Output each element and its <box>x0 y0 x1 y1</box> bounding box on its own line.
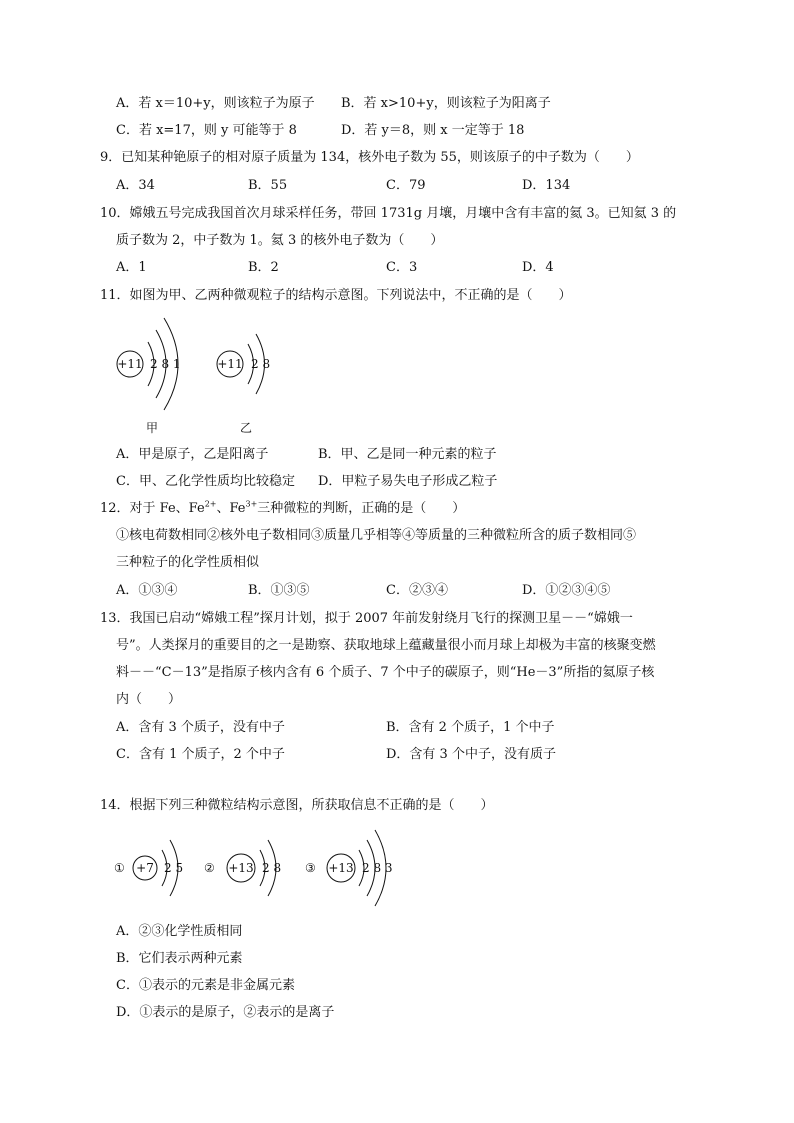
q12-option-c: C．②③④ <box>386 583 448 598</box>
particle-3-electron-shells: 2 8 3 <box>362 861 393 875</box>
particle-3-nucleus-charge: +13 <box>328 861 354 875</box>
jia-atom-diagram <box>117 318 181 435</box>
q13-stem-line2: 号”。人类探月的重要目的之一是勘察、获取地球上蕴藏量很小而月球上却极为丰富的核聚变燃 <box>116 638 656 653</box>
particle-2-electron-shells: 2 8 <box>262 861 282 875</box>
q14-option-b: B．它们表示两种元素 <box>116 951 243 966</box>
q14-option-c: C．①表示的元素是非金属元素 <box>116 978 295 993</box>
q11-option-c: C．甲、乙化学性质均比较稳定 <box>116 474 295 489</box>
yi-label: 乙 <box>240 421 253 435</box>
fe3-charge-superscript: 3+ <box>245 499 258 509</box>
particle-1-diagram <box>114 840 183 896</box>
particle-3-index: ③ <box>305 861 316 875</box>
q14-option-d: D．①表示的是原子，②表示的是离子 <box>116 1005 335 1020</box>
q10-stem-line2: 质子数为 2，中子数为 1。氦 3 的核外电子数为（ ） <box>116 233 444 248</box>
q9-option-c: C．79 <box>386 178 426 193</box>
jia-label: 甲 <box>146 421 159 435</box>
q10-stem-line1: 10．嫦娥五号完成我国首次月球采样任务，带回 1731g 月壤，月壤中含有丰富的氦 3。已知氦 3 的 <box>100 206 677 221</box>
particle-1-electron-shells: 2 5 <box>164 861 184 875</box>
q10-option-d: D．4 <box>522 260 554 275</box>
q9-option-b: B．55 <box>248 178 288 193</box>
q13-option-d: D．含有 3 个中子，没有质子 <box>386 747 556 762</box>
q10-option-c: C．3 <box>386 260 418 275</box>
q10-option-b: B．2 <box>248 260 279 275</box>
q12-statement-line2: 三种粒子的化学性质相似 <box>116 555 260 570</box>
q13-stem-line3: 料－－“C－13”是指原子核内含有 6 个质子、7 个中子的碳原子，则“He－3”所指的氦原子核 <box>116 665 655 680</box>
q12-option-b: B．①③⑤ <box>248 583 310 598</box>
q12-option-a: A．①③④ <box>116 583 178 598</box>
q13-option-a: A．含有 3 个质子，没有中子 <box>116 720 285 735</box>
q8-option-b: B．若 x>10+y，则该粒子为阳离子 <box>341 96 551 111</box>
q11-stem: 11．如图为甲、乙两种微观粒子的结构示意图。下列说法中，不正确的是（ ） <box>100 288 572 303</box>
jia-nucleus-charge: +11 <box>117 357 143 371</box>
q9-stem: 9．已知某种铯原子的相对原子质量为 134，核外电子数为 55，则该原子的中子数为（ ） <box>100 150 639 165</box>
q11-option-b: B．甲、乙是同一种元素的粒子 <box>318 447 497 462</box>
yi-electron-shells: 2 8 <box>251 357 271 371</box>
q14-option-a: A．②③化学性质相同 <box>116 924 243 939</box>
particle-2-index: ② <box>204 861 215 875</box>
q11-option-a: A．甲是原子，乙是阳离子 <box>116 447 269 462</box>
q9-option-d: D．134 <box>522 178 571 193</box>
particle-3-diagram <box>305 830 393 906</box>
q8-option-a: A．若 x＝10+y，则该粒子为原子 <box>116 96 315 111</box>
yi-nucleus-charge: +11 <box>217 357 243 371</box>
q12-statement-line1: ①核电荷数相同②核外电子数相同③质量几乎相等④等质量的三种微粒所含的质子数相同⑤ <box>116 528 637 543</box>
yi-ion-diagram <box>217 334 270 435</box>
q13-option-c: C．含有 1 个质子，2 个中子 <box>116 747 285 762</box>
q8-option-d: D．若 y＝8，则 x 一定等于 18 <box>341 123 525 138</box>
q11-structure-diagram <box>110 312 300 437</box>
particle-2-nucleus-charge: +13 <box>228 861 254 875</box>
fe2-charge-superscript: 2+ <box>204 499 217 509</box>
q13-stem-line4: 内（ ） <box>116 692 182 707</box>
particle-1-index: ① <box>114 861 125 875</box>
q13-option-b: B．含有 2 个质子，1 个中子 <box>386 720 555 735</box>
q8-option-c: C．若 x=17，则 y 可能等于 8 <box>116 123 297 138</box>
q10-option-a: A．1 <box>116 260 147 275</box>
q14-stem: 14．根据下列三种微粒结构示意图，所获取信息不正确的是（ ） <box>100 798 494 813</box>
q12-option-d: D．①②③④⑤ <box>522 583 611 598</box>
q11-option-d: D．甲粒子易失电子形成乙粒子 <box>318 474 498 489</box>
q14-structure-diagram <box>112 828 412 908</box>
q9-option-a: A．34 <box>116 178 155 193</box>
q12-stem: 12．对于 Fe、$Fe^{2+}$、$Fe^{3+}$三种微粒的判断，正确的是（ ） <box>100 499 466 516</box>
particle-2-diagram <box>204 840 281 896</box>
particle-1-nucleus-charge: +7 <box>136 861 154 875</box>
q13-stem-line1: 13．我国已启动“嫦娥工程”探月计划，拟于 2007 年前发射绕月飞行的探测卫星－－“嫦娥一 <box>100 611 633 626</box>
jia-electron-shells: 2 8 1 <box>150 357 181 371</box>
